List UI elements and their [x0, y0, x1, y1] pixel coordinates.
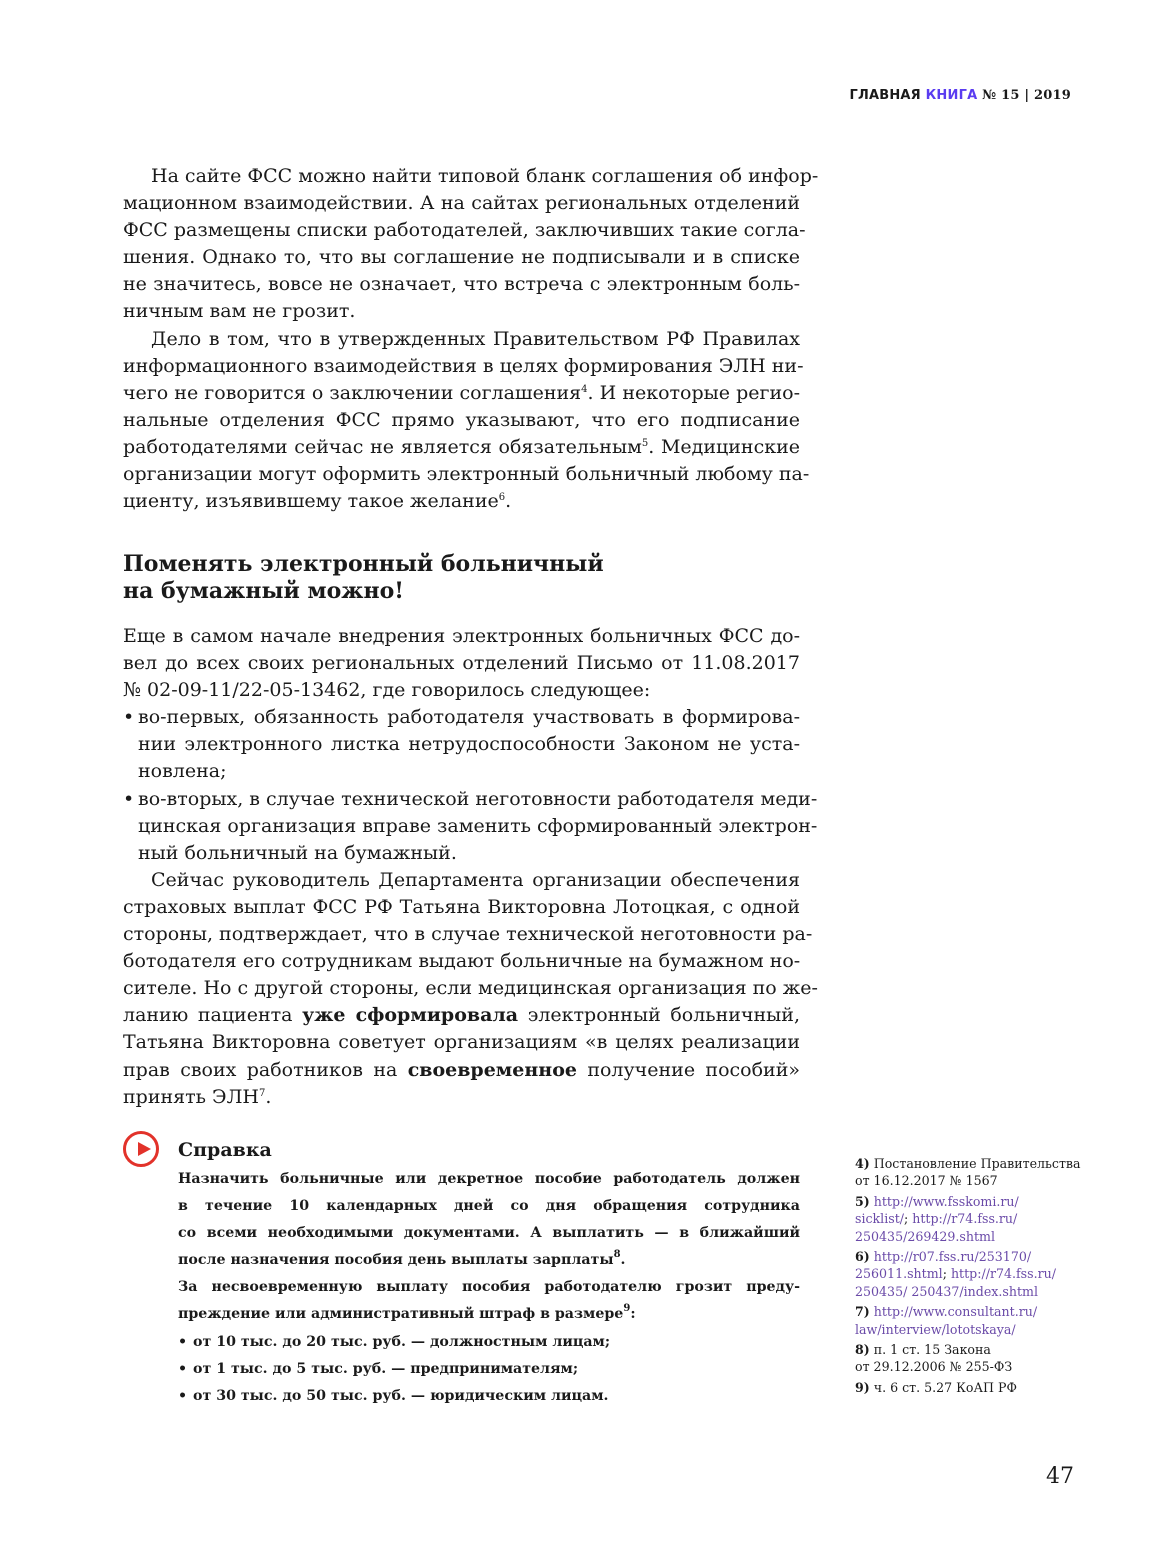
- bullet-icon: •: [123, 706, 135, 729]
- text-run[interactable]: ;: [942, 1266, 951, 1282]
- text-run[interactable]: :: [630, 1306, 636, 1323]
- footnote-link[interactable]: http://www.consultant.ru/: [869, 1304, 1038, 1320]
- text-line: [123, 1002, 800, 1029]
- text-run[interactable]: вел до всех своих региональных отделений Письмо от 11.08.2017: [123, 652, 800, 675]
- text-run[interactable]: Сейчас руководитель Департамента организации обеспечения: [151, 868, 800, 891]
- text-line: [178, 1220, 800, 1247]
- text-line: [123, 217, 806, 244]
- footnote-ref: 7: [259, 1087, 266, 1099]
- text-run[interactable]: На сайте ФСС можно найти типовой бланк соглашения об инфор-: [151, 165, 819, 187]
- footnote-link[interactable]: 256011.shtml: [855, 1266, 943, 1282]
- text-run[interactable]: мационном взаимодействии. А на сайтах региональных отделений: [123, 192, 800, 215]
- text-run[interactable]: За несвоевременную выплату пособия работодателю грозит преду-: [178, 1279, 800, 1296]
- text-run[interactable]: Постановление Правительства: [869, 1156, 1081, 1171]
- text-line: [123, 894, 800, 921]
- text-line: [123, 840, 800, 867]
- text-run[interactable]: . Медицинские: [648, 435, 800, 458]
- text-run[interactable]: нии электронного листка нетрудоспособности Законом не уста-: [138, 733, 800, 756]
- footnote-number: 9): [855, 1379, 870, 1395]
- running-header: [849, 88, 1071, 103]
- bullet-item: [123, 786, 818, 867]
- text-run[interactable]: электронный больничный,: [518, 1004, 801, 1027]
- bullet-icon: •: [123, 787, 135, 810]
- footnote-line: [855, 1155, 1080, 1172]
- footnote-line: [855, 1248, 1080, 1265]
- text-run[interactable]: . И некоторые регио-: [587, 381, 800, 404]
- text-run[interactable]: ный больничный на бумажный.: [138, 841, 457, 864]
- bullet-item: [178, 1329, 800, 1356]
- text-run[interactable]: после назначения пособия день выплаты зарплаты: [178, 1252, 614, 1269]
- footnote-ref: 4: [581, 383, 588, 395]
- brand-main: ГЛАВНАЯ: [849, 88, 921, 103]
- text-run[interactable]: со всеми необходимыми документами. А выплатить — в ближайший: [178, 1225, 800, 1242]
- text-line: [123, 623, 800, 650]
- footnote-number: 4): [855, 1156, 870, 1171]
- footnote-line: [855, 1358, 1080, 1375]
- text-line: [123, 326, 800, 353]
- text-line: [123, 786, 818, 813]
- footnote-link[interactable]: http://r07.fss.ru/253170/: [869, 1249, 1032, 1265]
- text-run[interactable]: нальные отделения ФСС прямо указывают, что его подписание: [123, 408, 800, 431]
- play-icon: [123, 1131, 159, 1167]
- footnote-link[interactable]: http://r74.fss.ru/: [912, 1211, 1018, 1227]
- text-run[interactable]: Татьяна Викторовна советует организациям «в целях реализации: [123, 1031, 800, 1054]
- bullet-icon: •: [178, 1333, 188, 1350]
- text-line: [123, 163, 819, 190]
- footnote-line: [855, 1341, 1080, 1358]
- footnote-line: [855, 1379, 1080, 1396]
- text-run[interactable]: Еще в самом начале внедрения электронных больничных ФСС до-: [123, 625, 800, 647]
- footnote-line: [855, 1210, 1080, 1227]
- text-run[interactable]: принять ЭЛН: [123, 1085, 259, 1108]
- reference-body: [178, 1166, 800, 1410]
- text-line: [123, 353, 804, 380]
- text-line: [123, 704, 800, 731]
- footnote-ref: 8: [613, 1249, 621, 1261]
- text-run[interactable]: .: [620, 1252, 626, 1269]
- footnote-number: 5): [855, 1193, 870, 1209]
- text-line: [123, 813, 818, 840]
- text-line: [178, 1274, 800, 1301]
- text-run[interactable]: Дело в том, что в утвержденных Правительством РФ Правилах: [151, 327, 800, 350]
- text-run[interactable]: циенту, изъявившему такое желание: [123, 490, 499, 513]
- bullet-icon: •: [178, 1387, 188, 1404]
- footnote-link[interactable]: 250435/ 250437/index.shtml: [855, 1283, 1039, 1299]
- footnote-number: 6): [855, 1249, 870, 1265]
- text-run[interactable]: .: [265, 1085, 272, 1108]
- reference-paragraph: [178, 1166, 800, 1274]
- text-run[interactable]: ничным вам не грозит.: [123, 300, 356, 323]
- footnote-link[interactable]: http://www.fsskomi.ru/: [869, 1193, 1019, 1209]
- text-line: [123, 758, 800, 785]
- text-run[interactable]: стороны, подтверждает, что в случае технической неготовности ра-: [123, 923, 813, 946]
- text-run[interactable]: не значитесь, вовсе не означает, что встреча с электронным боль-: [123, 273, 800, 296]
- footnote-line: [855, 1228, 1080, 1245]
- reference-bullets: [178, 1329, 800, 1410]
- text-run[interactable]: чего не говорится о заключении соглашения: [123, 381, 582, 404]
- footnote-line: [855, 1193, 1080, 1210]
- text-line: [123, 271, 800, 298]
- text-run[interactable]: ч. 6 ст. 5.27 КоАП РФ: [869, 1379, 1017, 1395]
- text-run[interactable]: получение пособий»: [576, 1058, 801, 1081]
- text-run[interactable]: Назначить больничные или декретное пособие работодатель должен: [178, 1171, 800, 1187]
- footnote-line: [855, 1265, 1080, 1282]
- issue-number: № 15 | 2019: [982, 88, 1071, 103]
- text-line: [123, 921, 813, 948]
- text-line: [123, 731, 800, 758]
- text-run[interactable]: .: [505, 490, 512, 513]
- text-run[interactable]: п. 1 ст. 15 Закона: [869, 1342, 991, 1358]
- text-line: [178, 1301, 800, 1328]
- text-run[interactable]: работодателями сейчас не является обязательным: [123, 435, 642, 458]
- text-line: [123, 948, 800, 975]
- text-run[interactable]: от 1 тыс. до 5 тыс. руб. — предпринимателям;: [193, 1360, 579, 1377]
- footnote-link[interactable]: sicklist/: [855, 1211, 904, 1227]
- paragraph: [123, 163, 819, 326]
- text-run[interactable]: ;: [904, 1211, 913, 1227]
- text-run[interactable]: прав своих работников на: [123, 1058, 408, 1081]
- brand-accent: КНИГА: [925, 88, 978, 103]
- footnote-link[interactable]: 250435/269429.shtml: [855, 1228, 996, 1244]
- text-line: [123, 867, 800, 894]
- footnote-number: 7): [855, 1304, 870, 1320]
- text-run[interactable]: в течение 10 календарных дней со дня обращения сотрудника: [178, 1198, 800, 1215]
- footnote: [855, 1155, 1080, 1190]
- article-body-top: [123, 163, 819, 515]
- text-run[interactable]: страховых выплат ФСС РФ Татьяна Викторовна Лотоцкая, с одной: [123, 895, 800, 918]
- text-line: [123, 380, 800, 407]
- bold-text: уже сформировала: [302, 1004, 519, 1027]
- text-line: [123, 244, 800, 271]
- text-run[interactable]: от 29.12.2006 № 255-ФЗ: [855, 1359, 1013, 1375]
- text-line: [123, 434, 800, 461]
- footnote: [855, 1193, 1080, 1245]
- reference-paragraph: [178, 1274, 800, 1328]
- footnote-link[interactable]: law/interview/lototskaya/: [855, 1321, 1016, 1337]
- heading-line: Поменять электронный больничный: [123, 551, 604, 577]
- text-line: [123, 975, 818, 1002]
- footnote-line: [855, 1321, 1080, 1338]
- reference-title: Справка: [178, 1139, 272, 1161]
- text-line: [123, 298, 800, 325]
- text-line: [123, 650, 800, 677]
- text-run[interactable]: ланию пациента: [123, 1004, 303, 1027]
- section-heading: [123, 551, 604, 605]
- text-line: [123, 1029, 800, 1056]
- text-line: [123, 677, 800, 704]
- bullet-item: [178, 1356, 800, 1383]
- footnote-link[interactable]: http://r74.fss.ru/: [950, 1266, 1056, 1282]
- text-line: [123, 407, 800, 434]
- footnote-line: [855, 1283, 1080, 1300]
- text-run[interactable]: новлена;: [138, 760, 227, 783]
- text-run[interactable]: от 30 тыс. до 50 тыс. руб. — юридическим лицам.: [193, 1387, 609, 1404]
- text-line: [123, 190, 800, 217]
- paragraph: [123, 326, 810, 516]
- bullet-icon: •: [178, 1360, 188, 1377]
- footnote: [855, 1341, 1080, 1376]
- text-run[interactable]: преждение или административный штраф в размере: [178, 1306, 624, 1323]
- text-run[interactable]: сителе. Но с другой стороны, если медицинская организация по же-: [123, 977, 818, 1000]
- text-line: [123, 461, 810, 488]
- text-line: [178, 1166, 800, 1193]
- footnote-number: 8): [855, 1342, 870, 1358]
- text-run[interactable]: шения. Однако то, что вы соглашение не подписывали и в списке: [123, 246, 800, 269]
- heading-line: на бумажный можно!: [123, 578, 404, 604]
- footnote-line: [855, 1172, 1080, 1189]
- footnote-ref: 9: [623, 1303, 631, 1315]
- text-line: [123, 1084, 800, 1111]
- text-run[interactable]: информационного взаимодействия в целях формирования ЭЛН ни-: [123, 354, 804, 377]
- text-line: [123, 1057, 800, 1084]
- paragraph: [123, 623, 800, 704]
- text-run[interactable]: от 10 тыс. до 20 тыс. руб. — должностным лицам;: [193, 1333, 611, 1350]
- text-run[interactable]: от 16.12.2017 № 1567: [855, 1173, 998, 1189]
- bold-text: своевременное: [407, 1058, 577, 1081]
- text-run[interactable]: № 02-09-11/22-05-13462, где говорилось следующее:: [123, 679, 651, 702]
- paragraph: [123, 867, 818, 1111]
- footnote: [855, 1379, 1080, 1396]
- footnotes: [855, 1155, 1080, 1399]
- footnote-line: [855, 1303, 1080, 1320]
- text-run[interactable]: ботодателя его сотрудникам выдают больничные на бумажном но-: [123, 950, 801, 973]
- footnote-ref: 5: [641, 437, 649, 449]
- footnote: [855, 1248, 1080, 1300]
- footnote: [855, 1303, 1080, 1338]
- text-run[interactable]: во-первых, обязанность работодателя участвовать в формирова-: [138, 706, 800, 729]
- text-run[interactable]: организации могут оформить электронный больничный любому па-: [123, 463, 810, 486]
- text-line: [123, 488, 800, 515]
- bullet-item: [178, 1383, 800, 1410]
- bullet-item: [123, 704, 800, 785]
- text-run[interactable]: ФСС размещены списки работодателей, заключивших такие согла-: [123, 219, 806, 242]
- text-line: [178, 1247, 800, 1274]
- text-run[interactable]: цинская организация вправе заменить сформированный электрон-: [138, 814, 818, 837]
- text-run[interactable]: во-вторых, в случае технической неготовности работодателя меди-: [138, 787, 818, 810]
- page-number: 47: [1046, 1464, 1074, 1489]
- footnote-ref: 6: [498, 492, 506, 504]
- article-body-bottom: [123, 623, 818, 1111]
- text-line: [178, 1193, 800, 1220]
